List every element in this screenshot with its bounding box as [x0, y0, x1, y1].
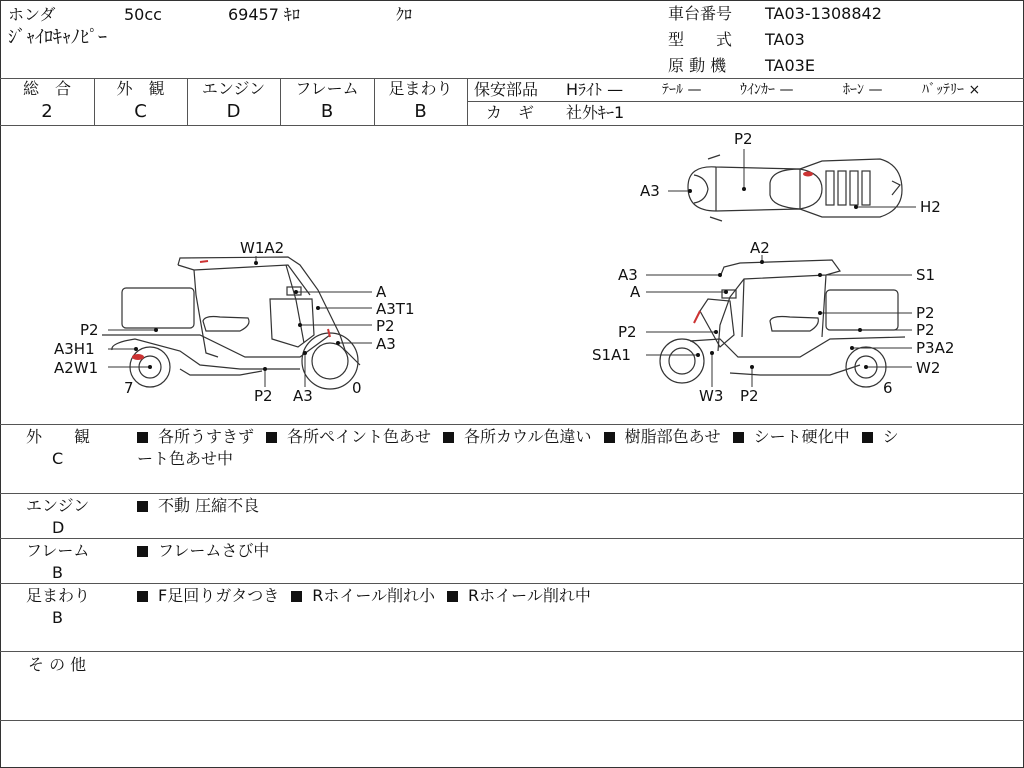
divider [0, 538, 1024, 539]
diagram-label: A3H1 [54, 340, 95, 358]
model-name: ｼﾞｬｲﾛｷｬﾉﾋﾟｰ [8, 27, 107, 48]
vehicle-diagram [0, 125, 1024, 425]
diagram-label: A3 [618, 266, 638, 284]
diagram-label: W2 [916, 359, 941, 377]
grade-frame-value: B [320, 101, 334, 122]
grade-exterior-value: C [134, 101, 147, 122]
grade-exterior-label: 外 観 [116, 79, 165, 98]
divider [0, 493, 1024, 494]
diagram-label: A3 [640, 182, 660, 200]
displacement: 50cc [124, 5, 162, 24]
safety-label: 保安部品 [474, 80, 539, 99]
divider [0, 651, 1024, 652]
engine-value: TA03E [765, 56, 815, 75]
note-engine-grade: D [52, 518, 65, 537]
diagram-label: A3 [293, 387, 313, 405]
divider [0, 583, 1024, 584]
note-frame-grade: B [52, 563, 63, 582]
diagram-label: 7 [124, 379, 134, 397]
divider [467, 101, 1024, 102]
safety-taillight: ﾃｰﾙ — [662, 82, 702, 98]
diagram-label: 0 [352, 379, 362, 397]
grade-overall-value: 2 [41, 101, 53, 122]
diagram-label: A3 [376, 335, 396, 353]
color: ｸﾛ [396, 5, 413, 24]
grade-engine-value: D [226, 101, 241, 122]
diagram-label: P2 [376, 317, 395, 335]
frame-no-label: 車台番号 [668, 4, 733, 23]
note-exterior-cont: ート色あせ中 [137, 449, 234, 468]
diagram-label: P2 [916, 321, 935, 339]
note-frame-items: フレームさび中 [137, 542, 269, 560]
type-label: 型 式 [668, 30, 733, 49]
diagram-label: W1A2 [240, 239, 285, 257]
note-suspension-label: 足まわり [26, 586, 91, 605]
safety-horn: ﾎｰﾝ — [843, 82, 883, 98]
note-suspension-items: F足回りガタつき Rホイール削れ小 Rホイール削れ中 [137, 587, 591, 605]
diagram-label: S1 [916, 266, 936, 284]
divider [0, 720, 1024, 721]
note-other-label: そ の 他 [28, 655, 87, 674]
grade-suspension-label: 足まわり [388, 79, 453, 98]
divider [0, 424, 1024, 425]
diagram-label: P2 [254, 387, 273, 405]
grade-frame-label: フレーム [295, 79, 359, 98]
diagram-label: P2 [734, 130, 753, 148]
diagram-label: A2 [750, 239, 770, 257]
safety-battery: ﾊﾞｯﾃﾘｰ × [922, 82, 981, 98]
grade-suspension-value: B [414, 101, 427, 122]
note-frame-label: フレーム [26, 541, 90, 560]
make: ホンダ [8, 5, 56, 24]
key-value: 社外ｷｰ1 [566, 103, 625, 122]
diagram-label: W3 [699, 387, 724, 405]
note-exterior-items: 各所うすきず 各所ペイント色あせ 各所カウル色違い 樹脂部色あせ シート硬化中 シ [137, 428, 899, 446]
grade-overall-label: 総 合 [22, 79, 71, 98]
type-value: TA03 [765, 30, 805, 49]
key-label: カ ギ [486, 103, 535, 122]
safety-winker: ｳｲﾝｶｰ — [740, 82, 794, 98]
note-exterior-label: 外 観 [26, 427, 91, 446]
engine-label: 原 動 機 [668, 56, 727, 75]
diagram-label: P2 [618, 323, 637, 341]
frame-no: TA03-1308842 [765, 4, 882, 23]
diagram-label: A [376, 283, 387, 301]
diagram-label: H2 [920, 198, 941, 216]
diagram-label: 6 [883, 379, 893, 397]
diagram-label: A2W1 [54, 359, 99, 377]
diagram-label: P2 [740, 387, 759, 405]
note-engine-items: 不動 圧縮不良 [137, 497, 259, 515]
diagram-label: P2 [80, 321, 99, 339]
diagram-label: A3T1 [376, 300, 415, 318]
diagram-label: A [630, 283, 641, 301]
diagram-label: P3A2 [916, 339, 955, 357]
grade-engine-label: エンジン [201, 79, 266, 98]
safety-headlight: Hﾗｲﾄ — [566, 80, 624, 99]
note-engine-label: エンジン [26, 496, 90, 515]
mileage: 69457 ｷﾛ [228, 5, 300, 24]
diagram-label: S1A1 [592, 346, 631, 364]
note-exterior-grade: C [52, 449, 64, 468]
diagram-label: P2 [916, 304, 935, 322]
note-suspension-grade: B [52, 608, 63, 627]
